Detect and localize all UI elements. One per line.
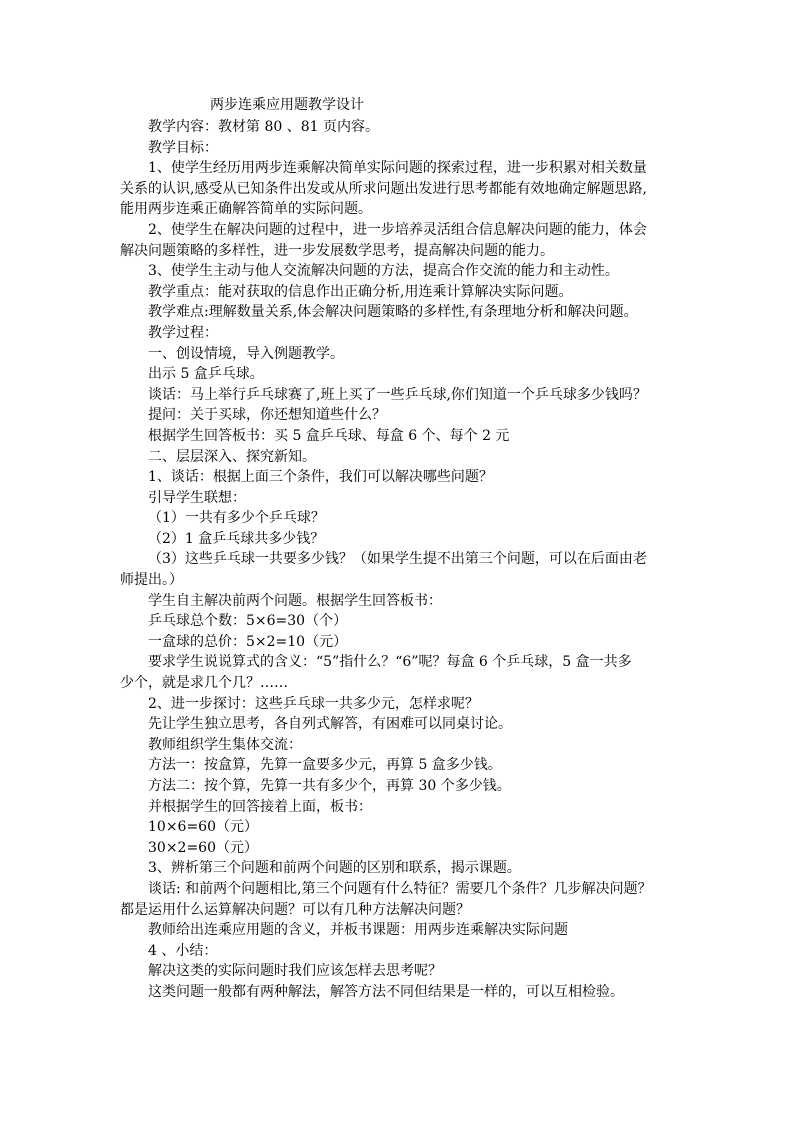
text-line: 关系的认识,感受从已知条件出发或从所求问题出发进行思考都能有效地确定解题思路, (120, 180, 647, 197)
text-line: 一、创设情境，导入例题教学。 (148, 345, 344, 362)
text-line: 方法二：按个算，先算一共有多少个，再算 30 个多少钱。 (148, 778, 511, 794)
text-line: 少个，就是求几个几？…… (120, 675, 288, 692)
text-line: 师提出。） (120, 572, 183, 589)
text-line: 教师组织学生集体交流： (148, 736, 302, 753)
text-line: 根据学生回答板书：买 5 盒乒乓球、每盒 6 个、每个 2 元 (148, 427, 510, 444)
text-line: （3）这些乒乓球一共要多少钱？（如果学生提不出第三个问题，可以在后面由老 (148, 551, 647, 568)
text-line: 这类问题一般都有两种解法，解答方法不同但结果是一样的，可以互相检验。 (148, 983, 624, 1000)
text-line: 10×6=60（元） (148, 819, 258, 836)
text-line: 教学目标： (148, 139, 218, 156)
document-body (120, 117, 680, 1003)
text-line: 谈话：马上举行乒乓球赛了,班上买了一些乒乓球,你们知道一个乒乓球多少钱吗？ (148, 386, 647, 403)
text-line: 教学内容：教材第 80 、81 页内容。 (148, 119, 379, 135)
text-line: 乒乓球总个数：5×6=30（个） (148, 613, 348, 630)
document-title: 两步连乘应用题教学设计 (210, 97, 364, 113)
text-line: 解决问题策略的多样性，进一步发展数学思考，提高解决问题的能力。 (120, 242, 554, 259)
text-line: （2）1 盒乒乓球共多少钱？ (148, 530, 325, 547)
text-line: 并根据学生的回答接着上面，板书： (148, 798, 372, 815)
text-line: 教学过程： (148, 324, 218, 341)
text-line: 一盒球的总价：5×2=10（元） (148, 633, 348, 650)
text-line: 二、层层深入、探究新知。 (148, 448, 316, 465)
text-line: 3、使学生主动与他人交流解决问题的方法，提高合作交流的能力和主动性。 (148, 263, 619, 280)
text-line: 方法一：按盒算，先算一盒要多少元，再算 5 盒多少钱。 (148, 757, 502, 774)
text-line: 能用两步连乘正确解答简单的实际问题。 (120, 201, 372, 218)
text-line: 1、使学生经历用两步连乘解决简单实际问题的探索过程，进一步积累对相关数量 (148, 160, 647, 177)
text-line: 4 、小结： (148, 942, 218, 959)
text-line: 教学难点:理解数量关系,体会解决问题策略的多样性,有条理地分析和解决问题。 (148, 304, 638, 321)
text-line: 教学重点：能对获取的信息作出正确分析,用连乘计算解决实际问题。 (148, 283, 573, 300)
text-line: 引导学生联想： (148, 489, 246, 506)
text-line: 都是运用什么运算解决问题？可以有几种方法解决问题？ (120, 901, 470, 918)
text-line: 2、使学生在解决问题的过程中，进一步培养灵活组合信息解决问题的能力，体会 (148, 221, 647, 238)
text-line: 谈话: 和前两个问题相比,第三个问题有什么特征？需要几个条件？几步解决问题？ (148, 880, 652, 897)
text-line: 要求学生说说算式的含义：“5”指什么？“6”呢？每盒 6 个乒乓球，5 盒一共多 (148, 654, 632, 671)
text-line: 提问：关于买球，你还想知道些什么？ (148, 407, 386, 424)
text-line: 学生自主解决前两个问题。根据学生回答板书： (148, 592, 442, 609)
text-line: 1、谈话：根据上面三个条件，我们可以解决哪些问题？ (148, 469, 493, 486)
text-line: 解决这类的实际问题时我们应该怎样去思考呢？ (148, 963, 442, 980)
text-line: 2、进一步探讨：这些乒乓球一共多少元，怎样求呢？ (148, 695, 479, 712)
text-line: 30×2=60（元） (148, 839, 258, 856)
text-line: 出示 5 盒乒乓球。 (148, 366, 264, 383)
text-line: （1）一共有多少个乒乓球？ (148, 510, 325, 527)
text-line: 先让学生独立思考，各自列式解答，有困难可以同桌讨论。 (148, 716, 512, 733)
text-line: 3、辨析第三个问题和前两个问题的区别和联系，揭示课题。 (148, 860, 521, 877)
text-line: 教师给出连乘应用题的含义，并板书课题：用两步连乘解决实际问题 (148, 922, 568, 939)
